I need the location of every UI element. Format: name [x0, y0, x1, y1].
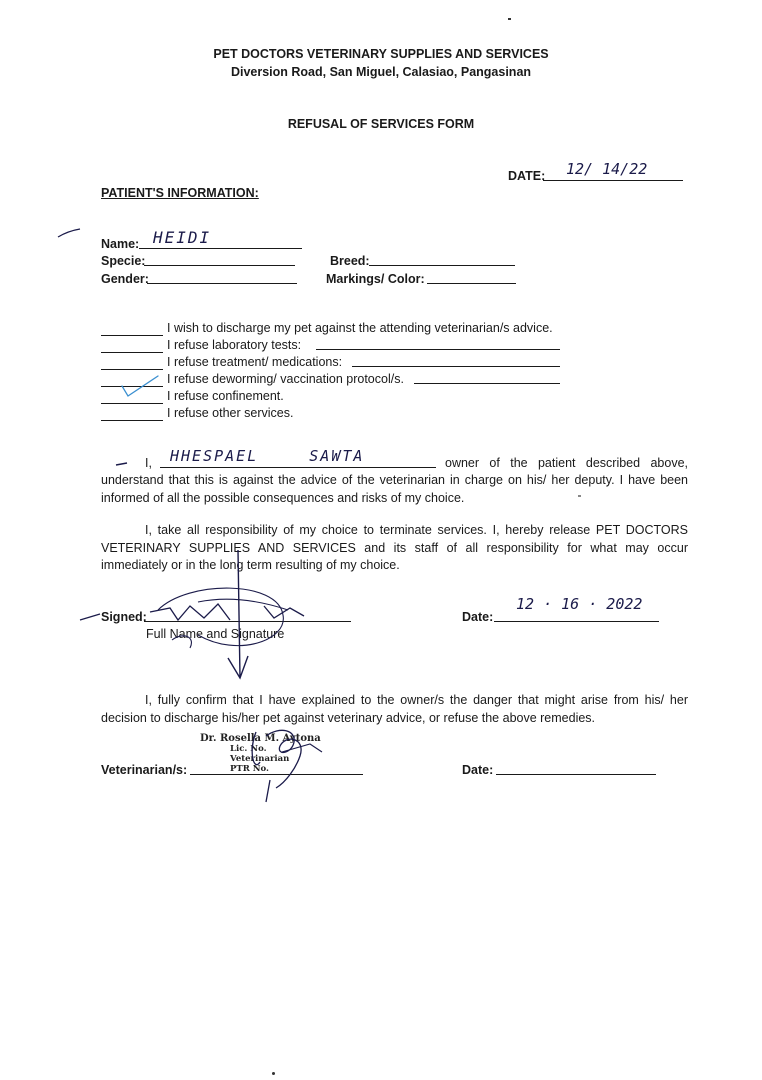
refusal-text: I refuse other services.: [167, 406, 294, 420]
refusal-text: I refuse treatment/ medications:: [167, 355, 343, 369]
vet-date-label: Date:: [462, 763, 494, 777]
refusal-text: I refuse laboratory tests:: [167, 338, 302, 352]
refusal-blank[interactable]: [101, 323, 163, 336]
gender-line[interactable]: [147, 283, 297, 284]
refusal-blank[interactable]: [101, 340, 163, 353]
company-name: PET DOCTORS VETERINARY SUPPLIES AND SERVICES: [213, 47, 549, 61]
treatment-line[interactable]: [352, 366, 560, 367]
vet-signature-icon: [236, 722, 346, 812]
vet-paragraph: I, fully confirm that I have explained to the owner/s the danger that might arise from his/ her decision to discharge his/her pet against veterinary advice, or refuse the above remedies.: [101, 693, 688, 725]
refusal-item[interactable]: [101, 354, 342, 370]
refusal-blank[interactable]: [101, 357, 163, 370]
patient-section-title: PATIENT'S INFORMATION:: [101, 186, 259, 200]
deworming-line[interactable]: [414, 383, 560, 384]
scan-speck: [508, 18, 511, 20]
owner-line1-suffix: owner of the patient described above,: [445, 456, 688, 470]
stamp-license: Lic. No.: [230, 744, 267, 754]
veterinarian-label: Veterinarian/s:: [101, 763, 188, 777]
name-value: HEIDI: [153, 228, 212, 247]
lab-tests-line[interactable]: [316, 349, 560, 350]
checkmark-icon: [118, 372, 162, 400]
owner-name-value: HHESPAEL SAWTA: [170, 447, 365, 465]
form-title: REFUSAL OF SERVICES FORM: [287, 117, 475, 131]
breed-line[interactable]: [369, 265, 515, 266]
specie-line[interactable]: [144, 265, 295, 266]
signed-date-line[interactable]: [494, 621, 659, 622]
owner-statement-text: understand that this is against the advice of the veterinarian in charge on his/ her deputy. I have been informed of all the possible consequences and risks of my choice.: [101, 473, 688, 505]
specie-label: Specie:: [101, 254, 146, 268]
signed-date-value: 12 · 16 · 2022: [516, 595, 643, 613]
markings-label: Markings/ Color:: [326, 272, 425, 286]
refusal-item[interactable]: [101, 337, 301, 353]
signed-label: Signed:: [101, 610, 147, 624]
name-line[interactable]: [139, 248, 302, 249]
scan-speck: [578, 495, 581, 497]
date-line[interactable]: [543, 180, 683, 181]
signed-caption: Full Name and Signature: [146, 627, 285, 641]
refusal-item[interactable]: [101, 405, 293, 421]
company-address: Diversion Road, San Miguel, Calasiao, Pangasinan: [230, 65, 532, 79]
refusal-text: I refuse confinement.: [167, 389, 284, 403]
vet-date-line[interactable]: [496, 774, 656, 775]
gender-label: Gender:: [101, 272, 149, 286]
date-label: DATE:: [508, 169, 546, 183]
name-label: Name:: [101, 237, 140, 251]
breed-label: Breed:: [330, 254, 370, 268]
markings-line[interactable]: [427, 283, 516, 284]
refusal-item[interactable]: [101, 320, 553, 336]
stamp-ptr: PTR No.: [230, 764, 269, 774]
refusal-text: I refuse deworming/ vaccination protocol/s.: [167, 372, 404, 386]
owner-signature-icon: [78, 540, 318, 690]
refusal-text: I wish to discharge my pet against the attending veterinarian/s advice.: [167, 321, 553, 335]
owner-name-line[interactable]: [160, 467, 436, 468]
signed-date-label: Date:: [462, 610, 494, 624]
date-value: 12/ 14/22: [566, 160, 648, 178]
refusal-blank[interactable]: [101, 408, 163, 421]
responsibility-paragraph: I, take all responsibility of my choice to terminate services. I, hereby release PET DOCTORS VETERINARY SUPPLIES AND SERVICES and its staff of all responsibility for what may occur immediately or in the long term resulting of my choice.: [101, 523, 688, 572]
scan-speck: [272, 1072, 275, 1075]
stamp-title: Veterinarian: [230, 754, 290, 764]
pen-dash-icon: [115, 460, 129, 468]
owner-prefix: I,: [145, 456, 152, 470]
stamp-name: Dr. Rosella M. Aytona: [200, 733, 321, 744]
pen-mark-icon: [56, 226, 82, 240]
